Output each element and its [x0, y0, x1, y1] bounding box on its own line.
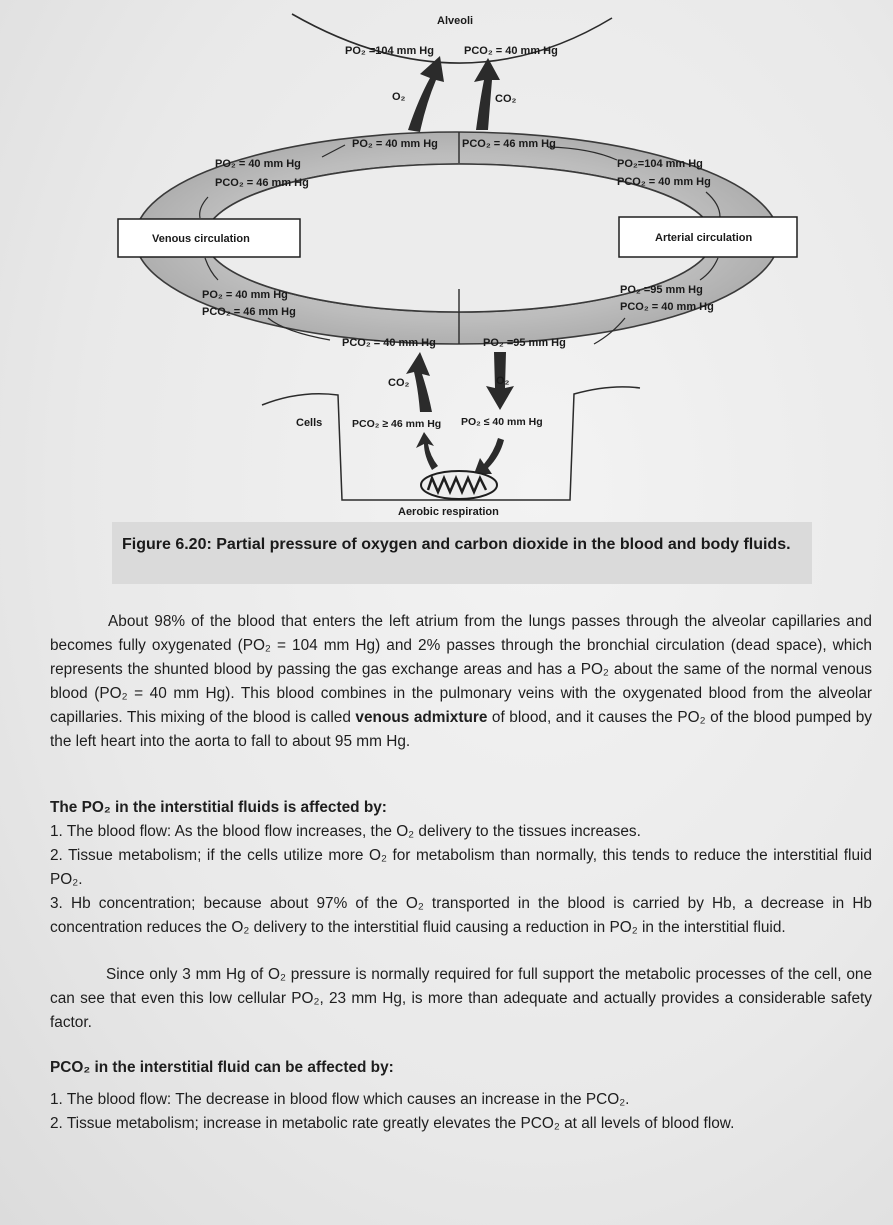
paragraph1-text-b: of blood, and it causes the PO₂ of the blood pumped by the left heart into the aorta to fall to about 95 mm Hg. [50, 709, 872, 750]
section1-note: Since only 3 mm Hg of O₂ pressure is normally required for full support the metabolic processes of the cell, one can see that even this low cellular PO₂, 23 mm Hg, is more than adequate and actually provides a considerable safety factor. [50, 966, 872, 1031]
section1-heading: The PO₂ in the interstitial fluids is affected by: [50, 799, 387, 816]
venous-upper-po2: PO₂ = 40 mm Hg [215, 158, 301, 170]
venous-upper-pco2: PCO₂ = 46 mm Hg [215, 177, 309, 189]
mitochondrion-icon [421, 471, 497, 499]
section1-item-2: 2. Tissue metabolism; if the cells utilize more O₂ for metabolism than normally, this tends to reduce the interstitial fluid PO₂. [50, 847, 872, 888]
paragraph-venous-admixture [50, 610, 872, 754]
cell-arrow-left [416, 432, 438, 470]
alveoli-po2: PO₂ =104 mm Hg [345, 45, 434, 57]
co2-label-top: CO₂ [495, 93, 517, 105]
tissue-po2: PO₂ =95 mm Hg [483, 337, 566, 349]
venous-lower-po2: PO₂ = 40 mm Hg [202, 289, 288, 301]
o2-label-top: O₂ [392, 91, 406, 103]
gas-exchange-diagram [0, 0, 893, 525]
cell-po2: PO₂ ≤ 40 mm Hg [461, 416, 543, 428]
o2-label-bottom: O₂ [496, 375, 510, 387]
pulm-pco2: PCO₂ = 46 mm Hg [462, 138, 556, 150]
cell-arrow-right [474, 438, 504, 474]
section1-item-3: 3. Hb concentration; because about 97% of the O₂ transported in the blood is carried by Hb, a decrease in Hb concentration reduces the O₂ delivery to the interstitial fluid causing a reduction in PO₂ in the interstitial fluid. [50, 895, 872, 936]
section2-item-1: 1. The blood flow: The decrease in blood flow which causes an increase in the PCO₂. [50, 1091, 630, 1108]
arterial-circulation-label: Arterial circulation [655, 232, 753, 244]
cell-pco2: PCO₂ ≥ 46 mm Hg [352, 418, 442, 430]
section2-item-2: 2. Tissue metabolism; increase in metabolic rate greatly elevates the PCO₂ at all levels of blood flow. [50, 1115, 735, 1132]
section1-item-1: 1. The blood flow: As the blood flow increases, the O₂ delivery to the tissues increases. [50, 823, 641, 840]
venous-lower-pco2: PCO₂ = 46 mm Hg [202, 306, 296, 318]
aerobic-respiration-label: Aerobic respiration [398, 506, 499, 518]
alveoli-pco2: PCO₂ = 40 mm Hg [464, 45, 558, 57]
o2-arrow-top [408, 56, 444, 132]
figure-caption: Figure 6.20: Partial pressure of oxygen and carbon dioxide in the blood and body fluids. [122, 536, 791, 553]
venous-circulation-label: Venous circulation [152, 233, 250, 245]
co2-label-bottom: CO₂ [388, 377, 410, 389]
co2-arrow-bottom [406, 352, 432, 412]
arterial-lower-pco2: PCO₂ = 40 mm Hg [620, 301, 714, 313]
tissue-pco2: PCO₂ = 40 mm Hg [342, 337, 436, 349]
alveoli-title: Alveoli [437, 15, 474, 27]
arterial-upper-po2: PO₂=104 mm Hg [617, 158, 703, 170]
section2-heading: PCO₂ in the interstitial fluid can be affected by: [50, 1059, 394, 1076]
arterial-upper-pco2: PCO₂ = 40 mm Hg [617, 176, 711, 188]
pulm-po2: PO₂ = 40 mm Hg [352, 138, 438, 150]
paragraph1-text-a: About 98% of the blood that enters the left atrium from the lungs passes through the alveolar capillaries and becomes fully oxygenated (PO₂ = 104 mm Hg) and 2% passes through the bronchial circulation (dead space), which represents the shunted blood by passing the gas exchange areas and has a PO₂ about the same of the normal venous blood (PO₂ = 40 mm Hg). This blood combines in the pulmonary veins with the oxygenated blood from the alveolar capillaries. This mixing of the blood is called [50, 613, 872, 726]
venous-admixture-term: venous admixture [355, 709, 488, 726]
arterial-lower-po2: PO₂ =95 mm Hg [620, 284, 703, 296]
cells-label: Cells [296, 417, 323, 429]
